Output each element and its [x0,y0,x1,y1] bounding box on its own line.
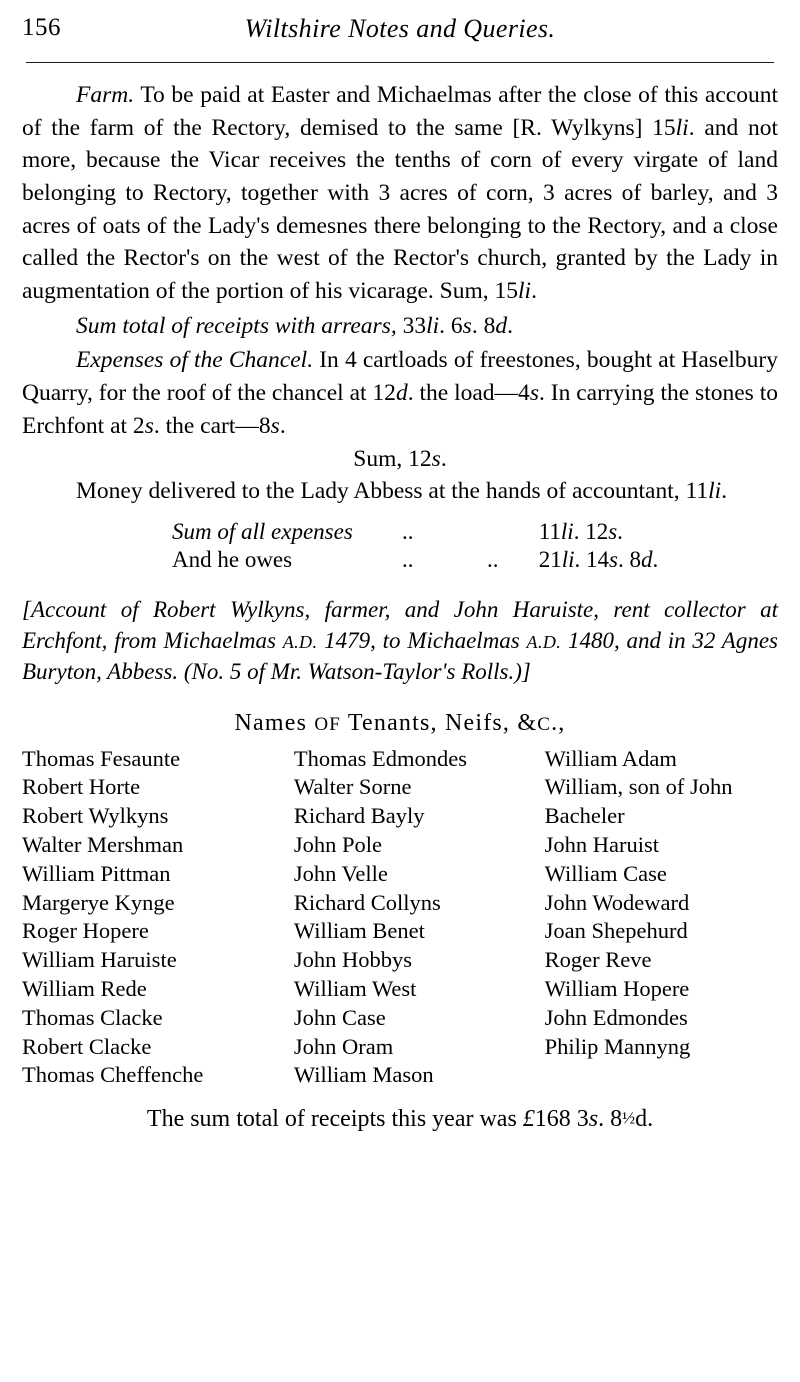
footer-sum-line: The sum total of receipts this year was £168 3s. 8½d. [146,1106,654,1133]
expenses-chancel-lead: Expenses of the Chancel. [76,347,314,374]
names-column-1 [22,745,294,1091]
list-item: Roger Reve [544,947,652,973]
list-item: Robert Clacke [22,1033,152,1059]
list-item: William Pittman [22,860,171,886]
paragraph-sum-total-receipts [22,310,778,343]
names-heading: Names OF Tenants, Neifs, &C., [234,709,566,736]
list-item: William Rede [22,976,147,1002]
list-item: Richard Collyns [293,889,441,915]
list-item: John Pole [293,832,383,858]
list-item: Walter Mershman [22,832,184,858]
paragraph-farm [22,79,778,308]
list-item: Walter Sorne [293,774,412,800]
sum-total-receipts-value: 33li. 6s. 8d. [402,312,513,339]
list-item: Thomas Clacke [22,1004,163,1030]
list-item: John Haruist [544,832,659,858]
list-item: William Haruiste [22,947,177,973]
list-item: John Wodeward [544,889,690,915]
expenses-chancel-text: In 4 cartloads of freestones, bought at Haselbury Quarry, for the roof of the chancel at 12d. the load—4s. In carrying the stones to Erchfont at 2s. the cart—8s. [22,347,778,439]
list-item: Robert Wylkyns [22,803,169,829]
paragraph-money-delivered: Money delivered to the Lady Abbess at the hands of accountant, 11li. [76,478,728,505]
he-owes-value: 21li. 14s. 8d. [538,546,659,572]
names-columns [22,745,778,1091]
he-owes-dots2: .. [487,546,499,572]
paragraph-farm-lead: Farm. [76,82,135,108]
list-item: Robert Horte [22,774,141,800]
list-item: William Mason [293,1062,434,1088]
list-item: William Hopere [544,976,690,1002]
running-head [22,14,778,56]
table-row [172,518,658,546]
sum-chancel: Sum, 12s. [353,446,447,473]
sum-total-receipts-label: Sum total of receipts with arrears, [76,312,397,339]
sum-all-expenses-dots: .. [402,518,414,544]
account-note: [Account of Robert Wylkyns, farmer, and John Haruiste, rent collector at Erchfont, from Michaelmas A.D. 1479, to Michaelmas A.D. 1480, and in 32 Agnes Buryton, Abbess. (No. 5 of Mr. Watson-Taylor's Rolls.)] [22,596,778,685]
sum-all-expenses-label: Sum of all expenses [172,518,353,544]
names-column-3 [545,745,778,1091]
list-item: Margerye Kynge [22,889,175,915]
list-item: John Hobbys [293,947,413,973]
sum-all-expenses-dots2 [453,518,533,546]
header-rule [26,62,774,63]
names-column-2 [294,745,545,1091]
page-title: Wiltshire Notes and Queries. [244,14,556,43]
list-item: William, son of John Bacheler [544,774,733,829]
sum-all-expenses-value: 11li. 12s. [538,518,623,544]
expenses-summary-table [172,518,658,574]
list-item: Richard Bayly [293,803,425,829]
list-item: Philip Mannyng [544,1033,691,1059]
paragraph-expenses-chancel [22,344,778,442]
list-item: John Case [293,1004,386,1030]
list-item: John Edmondes [544,1004,688,1030]
he-owes-label: And he owes [172,546,293,572]
list-item: John Oram [293,1033,394,1059]
list-item: Thomas Fesaunte [22,745,181,771]
list-item: William Benet [293,918,425,944]
paragraph-farm-text: To be paid at Easter and Michaelmas after the close of this account of the farm of the Rectory, demised to the same [R. Wylkyns] 15li. and not more, because the Vicar receives the tenths of corn of every virgate of land belonging to Rectory, together with 3 acres of corn, 3 acres of barley, and 3 acres of oats of the Lady's demesnes there belonging to the Rectory, and a close called the Rector's on the west of the Rector's church, granted by the Lady in augmentation of the portion of his vicarage. Sum, 15li. [22,82,778,304]
page-number: 156 [22,14,61,41]
list-item: Thomas Edmondes [293,745,468,771]
list-item: Roger Hopere [22,918,149,944]
list-item: Joan Shepehurd [544,918,688,944]
table-row [172,546,658,574]
list-item: William Case [544,860,667,886]
he-owes-dots: .. [402,546,414,572]
list-item: Thomas Cheffenche [22,1062,204,1088]
list-item: William Adam [544,745,677,771]
list-item: William West [293,976,417,1002]
list-item: John Velle [293,860,388,886]
